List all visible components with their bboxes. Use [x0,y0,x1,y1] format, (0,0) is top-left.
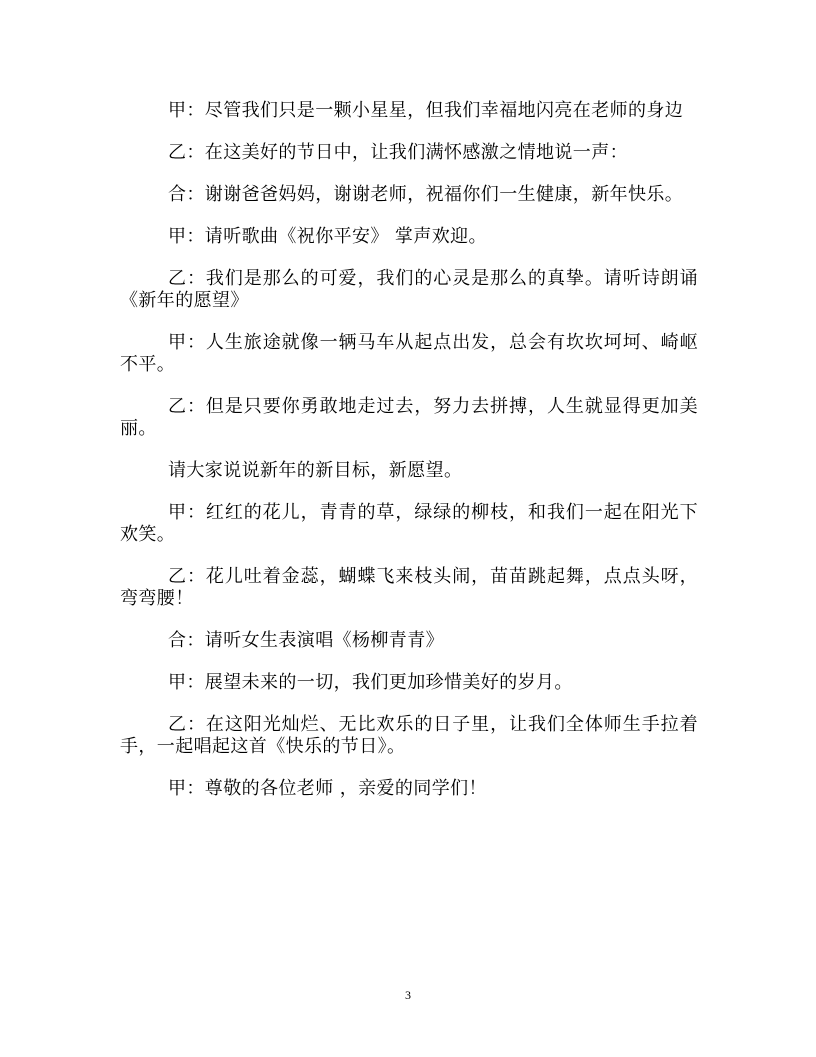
document-body [120,100,698,820]
paragraph: 合：请听女生表演唱《杨柳青青》 [168,630,444,651]
paragraph: 甲：人生旅途就像一辆马车从起点出发，总会有坎坎坷坷、崎岖不平。 [120,332,698,375]
paragraph: 甲：尽管我们只是一颗小星星，但我们幸福地闪亮在老师的身边 [168,100,684,121]
paragraph: 乙：花儿吐着金蕊，蝴蝶飞来枝头闹，苗苗跳起舞，点点头呀，弯弯腰！ [120,566,698,609]
paragraph: 乙：在这阳光灿烂、无比欢乐的日子里，让我们全体师生手拉着手，一起唱起这首《快乐的节日》。 [120,714,698,757]
paragraph: 甲：展望未来的一切，我们更加珍惜美好的岁月。 [168,672,573,693]
paragraph: 甲：尊敬的各位老师 ，亲爱的同学们！ [168,778,487,799]
paragraph: 乙：在这美好的节日中，让我们满怀感激之情地说一声： [168,142,628,163]
paragraph: 甲：请听歌曲《祝你平安》 掌声欢迎。 [168,226,487,247]
paragraph: 乙：我们是那么的可爱，我们的心灵是那么的真挚。请听诗朗诵《新年的愿望》 [120,268,698,311]
paragraph: 甲：红红的花儿，青青的草，绿绿的柳枝，和我们一起在阳光下欢笑。 [120,502,698,545]
paragraph: 合：谢谢爸爸妈妈，谢谢老师，祝福你们一生健康，新年快乐。 [168,184,684,205]
paragraph: 乙：但是只要你勇敢地走过去，努力去拼搏，人生就显得更加美丽。 [120,396,698,439]
page-number: 3 [405,988,411,1002]
paragraph: 请大家说说新年的新目标，新愿望。 [168,460,463,481]
